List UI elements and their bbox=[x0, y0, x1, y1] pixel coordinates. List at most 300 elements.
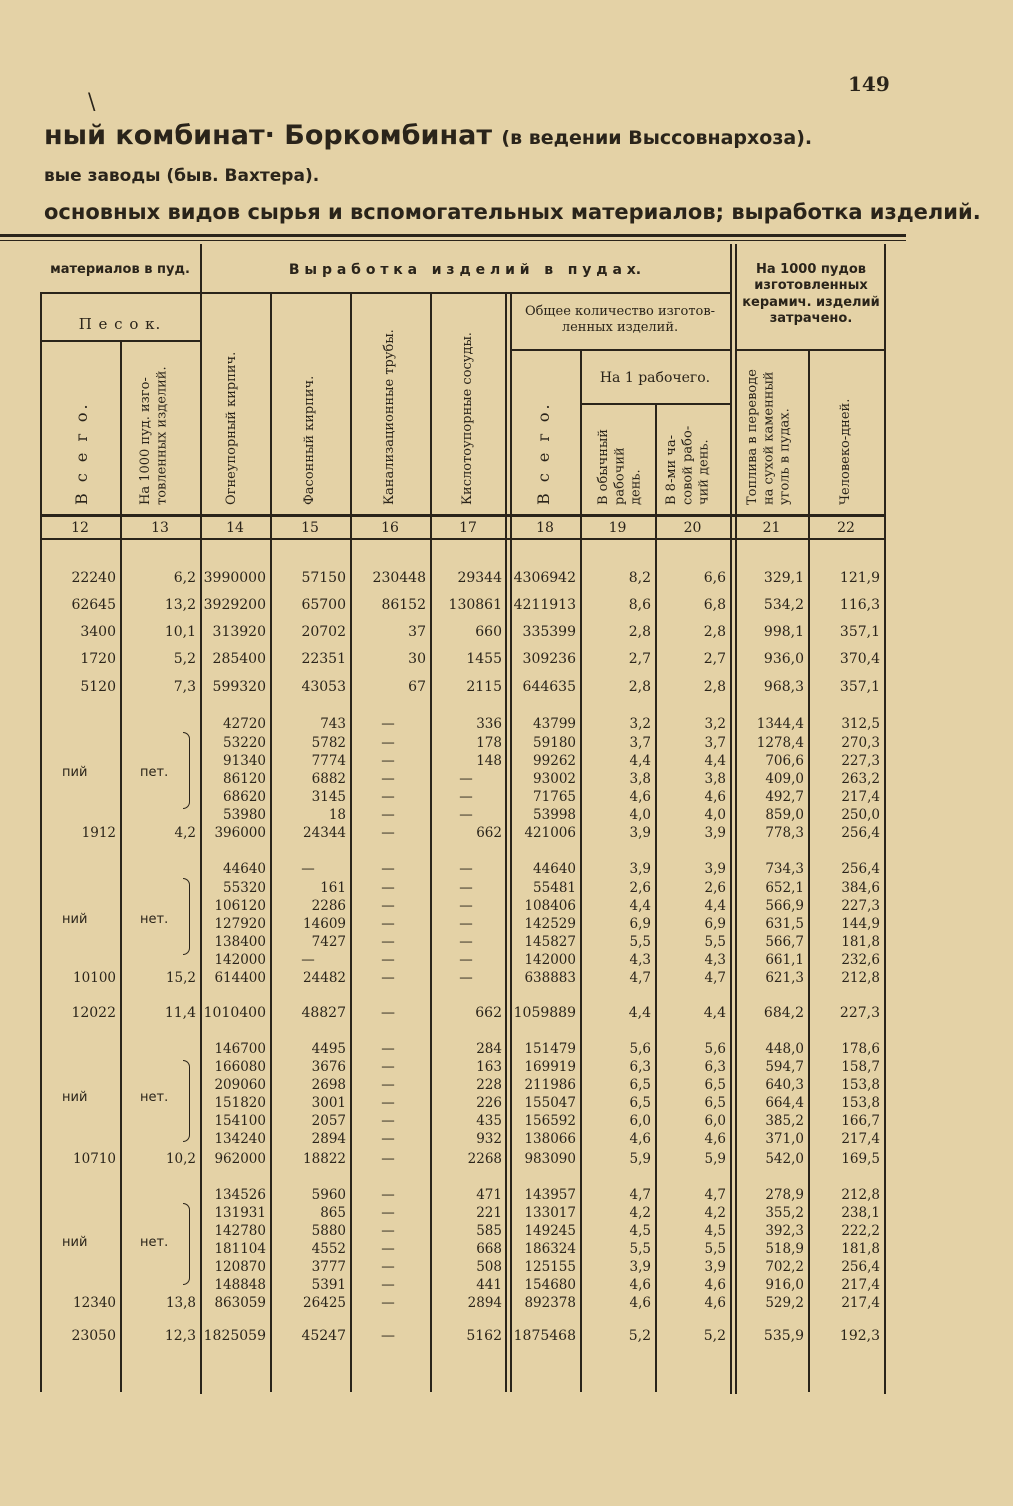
cell-sewer-pipes: — bbox=[381, 1095, 395, 1111]
cell-fuel: 652,1 bbox=[765, 880, 804, 896]
cell-per-regular-day: 4,6 bbox=[629, 1131, 651, 1147]
cell-sand-total: 5120 bbox=[80, 679, 116, 695]
cell-fuel: 534,2 bbox=[763, 597, 804, 613]
column-number: 19 bbox=[608, 520, 627, 536]
cell-per-8h-day: 4,4 bbox=[704, 898, 726, 914]
row-label-nii: ний bbox=[62, 1235, 88, 1250]
cell-shaped-brick: 5391 bbox=[311, 1277, 346, 1293]
cell-man-days: 158,7 bbox=[841, 1059, 880, 1075]
cell-refractory-brick: 962000 bbox=[214, 1151, 266, 1167]
cell-shaped-brick: 26425 bbox=[303, 1295, 346, 1311]
cell-refractory-brick: 134240 bbox=[214, 1131, 266, 1147]
cell-fuel: 518,9 bbox=[765, 1241, 804, 1257]
cell-total-products: 154680 bbox=[524, 1277, 576, 1293]
cell-sand-total: 62645 bbox=[71, 597, 116, 613]
cell-acidproof-vessels: 2894 bbox=[467, 1295, 502, 1311]
cell-refractory-brick: 285400 bbox=[212, 651, 266, 667]
brace bbox=[183, 878, 190, 955]
cell-shaped-brick: 5782 bbox=[311, 735, 346, 751]
cell-per-8h-day: 3,9 bbox=[704, 861, 726, 877]
column-number: 17 bbox=[459, 520, 477, 536]
cell-man-days: 153,8 bbox=[841, 1077, 880, 1093]
cell-sewer-pipes: — bbox=[381, 825, 395, 841]
cell-sand-total: 10710 bbox=[73, 1151, 116, 1167]
cell-per-8h-day: 4,6 bbox=[704, 1295, 726, 1311]
cell-fuel: 542,0 bbox=[765, 1151, 804, 1167]
cell-sand-total: 1912 bbox=[81, 825, 116, 841]
header-bottom-rule bbox=[40, 514, 885, 517]
cell-shaped-brick: 24344 bbox=[303, 825, 346, 841]
cell-acidproof-vessels: 668 bbox=[476, 1241, 502, 1257]
cell-sewer-pipes: — bbox=[381, 1151, 395, 1167]
cell-refractory-brick: 396000 bbox=[214, 825, 266, 841]
cell-fuel: 448,0 bbox=[765, 1041, 804, 1057]
cell-man-days: 181,8 bbox=[841, 934, 880, 950]
table-row bbox=[0, 970, 1013, 992]
cell-man-days: 384,6 bbox=[841, 880, 880, 896]
cell-per-8h-day: 2,6 bbox=[704, 880, 726, 896]
cell-per-regular-day: 3,9 bbox=[629, 825, 651, 841]
grid-line bbox=[735, 349, 885, 351]
cell-man-days: 212,8 bbox=[841, 1187, 880, 1203]
cell-fuel: 640,3 bbox=[765, 1077, 804, 1093]
cell-shaped-brick: 22351 bbox=[301, 651, 346, 667]
cell-acidproof-vessels: 1455 bbox=[466, 651, 502, 667]
cell-refractory-brick: 614400 bbox=[214, 970, 266, 986]
table-row bbox=[0, 1328, 1013, 1350]
cell-acidproof-vessels: 441 bbox=[476, 1277, 502, 1293]
column-number: 12 bbox=[71, 520, 89, 536]
cell-fuel: 371,0 bbox=[765, 1131, 804, 1147]
cell-refractory-brick: 91340 bbox=[223, 753, 266, 769]
cell-per-8h-day: 5,6 bbox=[704, 1041, 726, 1057]
cell-sand-total: 1720 bbox=[80, 651, 116, 667]
title-sub: (в ведении Выссовнархоза). bbox=[501, 127, 813, 149]
cell-total-products: 43799 bbox=[533, 716, 576, 732]
cell-per-regular-day: 4,0 bbox=[629, 807, 651, 823]
cell-fuel: 702,2 bbox=[765, 1259, 804, 1275]
cell-total-products: 151479 bbox=[524, 1041, 576, 1057]
cell-per-8h-day: 3,2 bbox=[704, 716, 726, 732]
cell-man-days: 212,8 bbox=[841, 970, 880, 986]
cell-acidproof-vessels: — bbox=[459, 789, 473, 805]
cell-per-regular-day: 6,3 bbox=[629, 1059, 651, 1075]
cell-per-8h-day: 3,9 bbox=[704, 825, 726, 841]
cell-refractory-brick: 146700 bbox=[214, 1041, 266, 1057]
cell-acidproof-vessels: 336 bbox=[476, 716, 502, 732]
cell-total-products: 149245 bbox=[524, 1223, 576, 1239]
cell-fuel: 1278,4 bbox=[756, 735, 804, 751]
table-row bbox=[0, 1151, 1013, 1173]
cell-per-8h-day: 5,5 bbox=[704, 1241, 726, 1257]
table-row bbox=[0, 570, 1013, 592]
cell-shaped-brick: 57150 bbox=[301, 570, 346, 586]
cell-shaped-brick: 45247 bbox=[301, 1328, 346, 1344]
cell-per-8h-day: 2,8 bbox=[703, 624, 726, 640]
cell-fuel: 706,6 bbox=[765, 753, 804, 769]
cell-man-days: 217,4 bbox=[841, 789, 880, 805]
cell-total-products: 4211913 bbox=[513, 597, 576, 613]
cell-per-regular-day: 6,5 bbox=[629, 1077, 651, 1093]
cell-per-regular-day: 5,5 bbox=[629, 1241, 651, 1257]
cell-man-days: 166,7 bbox=[841, 1113, 880, 1129]
cell-fuel: 492,7 bbox=[765, 789, 804, 805]
cell-sewer-pipes: — bbox=[381, 1295, 395, 1311]
cell-sewer-pipes: — bbox=[381, 1077, 395, 1093]
cell-sand-per1000: 10,1 bbox=[164, 624, 196, 640]
header-total-products: Общее количество изготов-ленных изделий. bbox=[524, 304, 716, 336]
cell-sewer-pipes: — bbox=[381, 716, 395, 732]
cell-man-days: 178,6 bbox=[841, 1041, 880, 1057]
cell-man-days: 227,3 bbox=[841, 898, 880, 914]
cell-per-regular-day: 4,6 bbox=[629, 1277, 651, 1293]
cell-per-8h-day: 2,8 bbox=[703, 679, 726, 695]
cell-per-8h-day: 5,9 bbox=[704, 1151, 726, 1167]
cell-fuel: 385,2 bbox=[765, 1113, 804, 1129]
cell-per-8h-day: 4,3 bbox=[704, 952, 726, 968]
cell-shaped-brick: 3145 bbox=[311, 789, 346, 805]
header-sand-per1000: На 1000 пуд. изго-товленных изделий. bbox=[138, 366, 170, 505]
cell-refractory-brick: 127920 bbox=[214, 916, 266, 932]
cell-shaped-brick: 2698 bbox=[311, 1077, 346, 1093]
cell-fuel: 355,2 bbox=[765, 1205, 804, 1221]
cell-per-8h-day: 6,5 bbox=[704, 1077, 726, 1093]
cell-man-days: 370,4 bbox=[839, 651, 880, 667]
header-total: В с е г о. bbox=[534, 401, 553, 505]
cell-man-days: 116,3 bbox=[839, 597, 880, 613]
cell-acidproof-vessels: 5162 bbox=[466, 1328, 502, 1344]
top-rule-thin bbox=[0, 240, 906, 241]
cell-man-days: 357,1 bbox=[839, 679, 880, 695]
cell-per-regular-day: 4,2 bbox=[629, 1205, 651, 1221]
cell-acidproof-vessels: 226 bbox=[476, 1095, 502, 1111]
cell-sewer-pipes: — bbox=[381, 1005, 395, 1021]
cell-fuel: 566,7 bbox=[765, 934, 804, 950]
cell-total-products: 155047 bbox=[524, 1095, 576, 1111]
cell-acidproof-vessels: — bbox=[459, 807, 473, 823]
header-sand-total: В с е г о. bbox=[72, 401, 91, 505]
cell-refractory-brick: 138400 bbox=[214, 934, 266, 950]
cell-sewer-pipes: — bbox=[381, 861, 395, 877]
cell-sand-per1000: 13,2 bbox=[164, 597, 196, 613]
cell-per-regular-day: 4,4 bbox=[628, 1005, 651, 1021]
cell-refractory-brick: 154100 bbox=[214, 1113, 266, 1129]
brace bbox=[183, 1060, 190, 1142]
cell-acidproof-vessels: — bbox=[459, 861, 473, 877]
cell-fuel: 661,1 bbox=[765, 952, 804, 968]
cell-shaped-brick: 743 bbox=[320, 716, 346, 732]
cell-fuel: 329,1 bbox=[763, 570, 804, 586]
cell-per-8h-day: 5,2 bbox=[703, 1328, 726, 1344]
row-label-nii: пий bbox=[62, 765, 88, 780]
cell-sewer-pipes: — bbox=[381, 898, 395, 914]
cell-total-products: 335399 bbox=[522, 624, 576, 640]
cell-sand-total: 12340 bbox=[73, 1295, 116, 1311]
cell-per-8h-day: 4,6 bbox=[704, 1131, 726, 1147]
cell-man-days: 192,3 bbox=[839, 1328, 880, 1344]
cell-man-days: 121,9 bbox=[839, 570, 880, 586]
cell-total-products: 53998 bbox=[533, 807, 576, 823]
cell-sewer-pipes: — bbox=[381, 1241, 395, 1257]
cell-per-regular-day: 3,2 bbox=[629, 716, 651, 732]
cell-acidproof-vessels: 508 bbox=[476, 1259, 502, 1275]
cell-sewer-pipes: 67 bbox=[408, 679, 426, 695]
cell-man-days: 181,8 bbox=[841, 1241, 880, 1257]
cell-total-products: 99262 bbox=[533, 753, 576, 769]
cell-acidproof-vessels: — bbox=[459, 916, 473, 932]
cell-total-products: 138066 bbox=[524, 1131, 576, 1147]
header-per-regular-day: В обычный рабочий день. bbox=[596, 429, 644, 505]
cell-sewer-pipes: — bbox=[381, 916, 395, 932]
table-row bbox=[0, 624, 1013, 646]
column-number: 20 bbox=[683, 520, 702, 536]
cell-acidproof-vessels: — bbox=[459, 934, 473, 950]
cell-total-products: 1059889 bbox=[513, 1005, 576, 1021]
cell-shaped-brick: 14609 bbox=[303, 916, 346, 932]
cell-refractory-brick: 209060 bbox=[214, 1077, 266, 1093]
table-row bbox=[0, 651, 1013, 673]
cell-per-regular-day: 4,4 bbox=[629, 753, 651, 769]
row-label-net: нет. bbox=[140, 1235, 169, 1250]
cell-refractory-brick: 53220 bbox=[223, 735, 266, 751]
cell-man-days: 256,4 bbox=[841, 861, 880, 877]
cell-per-8h-day: 3,7 bbox=[704, 735, 726, 751]
cell-sewer-pipes: — bbox=[381, 1187, 395, 1203]
cell-man-days: 222,2 bbox=[841, 1223, 880, 1239]
cell-shaped-brick: 3777 bbox=[311, 1259, 346, 1275]
cell-acidproof-vessels: 2268 bbox=[467, 1151, 502, 1167]
cell-per-8h-day: 6,6 bbox=[703, 570, 726, 586]
cell-acidproof-vessels: 284 bbox=[476, 1041, 502, 1057]
cell-sewer-pipes: — bbox=[381, 1131, 395, 1147]
cell-fuel: 916,0 bbox=[765, 1277, 804, 1293]
cell-acidproof-vessels: — bbox=[459, 771, 473, 787]
cell-shaped-brick: 161 bbox=[320, 880, 346, 896]
cell-per-regular-day: 2,6 bbox=[629, 880, 651, 896]
cell-per-8h-day: 3,9 bbox=[704, 1259, 726, 1275]
cell-man-days: 153,8 bbox=[841, 1095, 880, 1111]
cell-per-regular-day: 5,2 bbox=[628, 1328, 651, 1344]
cell-per-8h-day: 4,6 bbox=[704, 1277, 726, 1293]
cell-sand-total: 23050 bbox=[71, 1328, 116, 1344]
cell-per-8h-day: 6,0 bbox=[704, 1113, 726, 1129]
cell-shaped-brick: 7774 bbox=[311, 753, 346, 769]
cell-acidproof-vessels: 178 bbox=[476, 735, 502, 751]
cell-refractory-brick: 151820 bbox=[214, 1095, 266, 1111]
cell-man-days: 312,5 bbox=[841, 716, 880, 732]
cell-total-products: 892378 bbox=[524, 1295, 576, 1311]
cell-shaped-brick: 2894 bbox=[311, 1131, 346, 1147]
cell-per-regular-day: 6,5 bbox=[629, 1095, 651, 1111]
header-per-8h-day: В 8-ми ча-совой рабо-чий день. bbox=[664, 425, 712, 505]
cell-sewer-pipes: 86152 bbox=[381, 597, 426, 613]
cell-acidproof-vessels: 29344 bbox=[457, 570, 502, 586]
cell-fuel: 529,2 bbox=[765, 1295, 804, 1311]
cell-acidproof-vessels: 932 bbox=[476, 1131, 502, 1147]
cell-acidproof-vessels: — bbox=[459, 952, 473, 968]
cell-refractory-brick: 86120 bbox=[223, 771, 266, 787]
cell-sewer-pipes: — bbox=[381, 1059, 395, 1075]
cell-per-8h-day: 4,7 bbox=[704, 970, 726, 986]
cell-shaped-brick: 48827 bbox=[301, 1005, 346, 1021]
cell-sand-per1000: 6,2 bbox=[173, 570, 196, 586]
cell-fuel: 968,3 bbox=[763, 679, 804, 695]
cell-man-days: 169,5 bbox=[841, 1151, 880, 1167]
cell-total-products: 983090 bbox=[524, 1151, 576, 1167]
cell-total-products: 421006 bbox=[524, 825, 576, 841]
grid-line bbox=[40, 538, 885, 540]
cell-man-days: 256,4 bbox=[841, 825, 880, 841]
cell-fuel: 409,0 bbox=[765, 771, 804, 787]
cell-shaped-brick: 4495 bbox=[311, 1041, 346, 1057]
cell-acidproof-vessels: — bbox=[459, 898, 473, 914]
cell-refractory-brick: 134526 bbox=[214, 1187, 266, 1203]
cell-fuel: 631,5 bbox=[765, 916, 804, 932]
cell-acidproof-vessels: — bbox=[459, 970, 473, 986]
cell-total-products: 169919 bbox=[524, 1059, 576, 1075]
cell-per-regular-day: 4,7 bbox=[629, 1187, 651, 1203]
column-number: 15 bbox=[301, 520, 319, 536]
cell-sand-total: 3400 bbox=[80, 624, 116, 640]
cell-per-8h-day: 4,7 bbox=[704, 1187, 726, 1203]
cell-sand-total: 10100 bbox=[73, 970, 116, 986]
cell-per-8h-day: 5,5 bbox=[704, 934, 726, 950]
cell-refractory-brick: 181104 bbox=[214, 1241, 266, 1257]
cell-sewer-pipes: 37 bbox=[408, 624, 426, 640]
cell-sand-per1000: 12,3 bbox=[164, 1328, 196, 1344]
cell-shaped-brick: 18 bbox=[328, 807, 346, 823]
cell-per-8h-day: 6,5 bbox=[704, 1095, 726, 1111]
cell-acidproof-vessels: 163 bbox=[476, 1059, 502, 1075]
cell-fuel: 535,9 bbox=[763, 1328, 804, 1344]
cell-per-regular-day: 4,7 bbox=[629, 970, 651, 986]
cell-refractory-brick: 166080 bbox=[214, 1059, 266, 1075]
cell-per-8h-day: 4,4 bbox=[704, 753, 726, 769]
cell-total-products: 142529 bbox=[524, 916, 576, 932]
cell-shaped-brick: 2057 bbox=[311, 1113, 346, 1129]
cell-fuel: 859,0 bbox=[765, 807, 804, 823]
column-number: 13 bbox=[151, 520, 169, 536]
cell-per-regular-day: 2,8 bbox=[628, 624, 651, 640]
top-rule bbox=[0, 234, 906, 237]
cell-per-regular-day: 6,0 bbox=[629, 1113, 651, 1129]
cell-sewer-pipes: — bbox=[381, 807, 395, 823]
cell-sewer-pipes: — bbox=[381, 970, 395, 986]
cell-fuel: 566,9 bbox=[765, 898, 804, 914]
cell-refractory-brick: 120870 bbox=[214, 1259, 266, 1275]
cell-sewer-pipes: — bbox=[381, 952, 395, 968]
cell-total-products: 108406 bbox=[524, 898, 576, 914]
cell-refractory-brick: 42720 bbox=[223, 716, 266, 732]
cell-refractory-brick: 1010400 bbox=[203, 1005, 266, 1021]
cell-sewer-pipes: — bbox=[381, 1328, 395, 1344]
cell-man-days: 217,4 bbox=[841, 1131, 880, 1147]
cell-total-products: 142000 bbox=[524, 952, 576, 968]
cell-per-regular-day: 4,6 bbox=[629, 1295, 651, 1311]
cell-shaped-brick: 5960 bbox=[311, 1187, 346, 1203]
cell-refractory-brick: 313920 bbox=[212, 624, 266, 640]
cell-sewer-pipes: — bbox=[381, 1223, 395, 1239]
cell-man-days: 250,0 bbox=[841, 807, 880, 823]
cell-refractory-brick: 142000 bbox=[214, 952, 266, 968]
cell-per-regular-day: 2,7 bbox=[628, 651, 651, 667]
cell-sewer-pipes: — bbox=[381, 789, 395, 805]
cell-refractory-brick: 131931 bbox=[214, 1205, 266, 1221]
cell-refractory-brick: 599320 bbox=[212, 679, 266, 695]
title-main: ный комбинат· Боркомбинат bbox=[44, 120, 492, 151]
cell-per-8h-day: 3,8 bbox=[704, 771, 726, 787]
cell-sewer-pipes: — bbox=[381, 1277, 395, 1293]
cell-acidproof-vessels: 228 bbox=[476, 1077, 502, 1093]
cell-sand-per1000: 10,2 bbox=[165, 1151, 196, 1167]
cell-per-regular-day: 3,7 bbox=[629, 735, 651, 751]
cell-shaped-brick: 6882 bbox=[311, 771, 346, 787]
row-label-nii: ний bbox=[62, 1090, 88, 1105]
header-fuel: Топлива в переводе на сухой каменный уголь в пудах. bbox=[745, 369, 793, 505]
cell-sand-per1000: 13,8 bbox=[165, 1295, 196, 1311]
table-row bbox=[0, 679, 1013, 701]
cell-fuel: 778,3 bbox=[765, 825, 804, 841]
cell-man-days: 263,2 bbox=[841, 771, 880, 787]
cell-per-regular-day: 5,5 bbox=[629, 934, 651, 950]
cell-shaped-brick: 3676 bbox=[311, 1059, 346, 1075]
cell-man-days: 217,4 bbox=[841, 1295, 880, 1311]
cell-refractory-brick: 3929200 bbox=[203, 597, 266, 613]
cell-man-days: 232,6 bbox=[841, 952, 880, 968]
cell-shaped-brick: 20702 bbox=[301, 624, 346, 640]
cell-sewer-pipes: — bbox=[381, 880, 395, 896]
cell-sand-per1000: 7,3 bbox=[173, 679, 196, 695]
cell-fuel: 936,0 bbox=[763, 651, 804, 667]
table-heading: основных видов сырья и вспомогательных материалов; выработка изделий. bbox=[44, 200, 981, 224]
column-number: 22 bbox=[837, 520, 855, 536]
cell-shaped-brick: 5880 bbox=[311, 1223, 346, 1239]
cell-per-regular-day: 3,9 bbox=[629, 1259, 651, 1275]
cell-shaped-brick: 18822 bbox=[303, 1151, 346, 1167]
cell-acidproof-vessels: — bbox=[459, 880, 473, 896]
cell-man-days: 256,4 bbox=[841, 1259, 880, 1275]
cell-acidproof-vessels: 660 bbox=[475, 624, 502, 640]
cell-sewer-pipes: — bbox=[381, 753, 395, 769]
header-sand: П е с о к. bbox=[78, 315, 162, 333]
column-number: 16 bbox=[381, 520, 399, 536]
cell-total-products: 145827 bbox=[524, 934, 576, 950]
cell-refractory-brick: 142780 bbox=[214, 1223, 266, 1239]
cell-per-8h-day: 4,4 bbox=[703, 1005, 726, 1021]
cell-man-days: 144,9 bbox=[841, 916, 880, 932]
cell-fuel: 278,9 bbox=[765, 1187, 804, 1203]
header-man-days: Человеко-дней. bbox=[838, 398, 853, 505]
cell-sand-total: 12022 bbox=[71, 1005, 116, 1021]
cell-sewer-pipes: — bbox=[381, 1113, 395, 1129]
cell-refractory-brick: 106120 bbox=[214, 898, 266, 914]
cell-total-products: 133017 bbox=[524, 1205, 576, 1221]
cell-refractory-brick: 863059 bbox=[214, 1295, 266, 1311]
cell-refractory-brick: 55320 bbox=[223, 880, 266, 896]
cell-sewer-pipes: 30 bbox=[408, 651, 426, 667]
cell-per-8h-day: 4,5 bbox=[704, 1223, 726, 1239]
cell-total-products: 156592 bbox=[524, 1113, 576, 1129]
table-row bbox=[0, 1295, 1013, 1317]
cell-per-regular-day: 4,4 bbox=[629, 898, 651, 914]
table-row bbox=[0, 597, 1013, 619]
header-acidproof-vessels: Кислотоупорные сосуды. bbox=[460, 332, 475, 505]
row-label-nii: ний bbox=[62, 912, 88, 927]
cell-total-products: 1875468 bbox=[513, 1328, 576, 1344]
table-row bbox=[0, 1005, 1013, 1027]
cell-per-8h-day: 6,9 bbox=[704, 916, 726, 932]
cell-man-days: 217,4 bbox=[841, 1277, 880, 1293]
